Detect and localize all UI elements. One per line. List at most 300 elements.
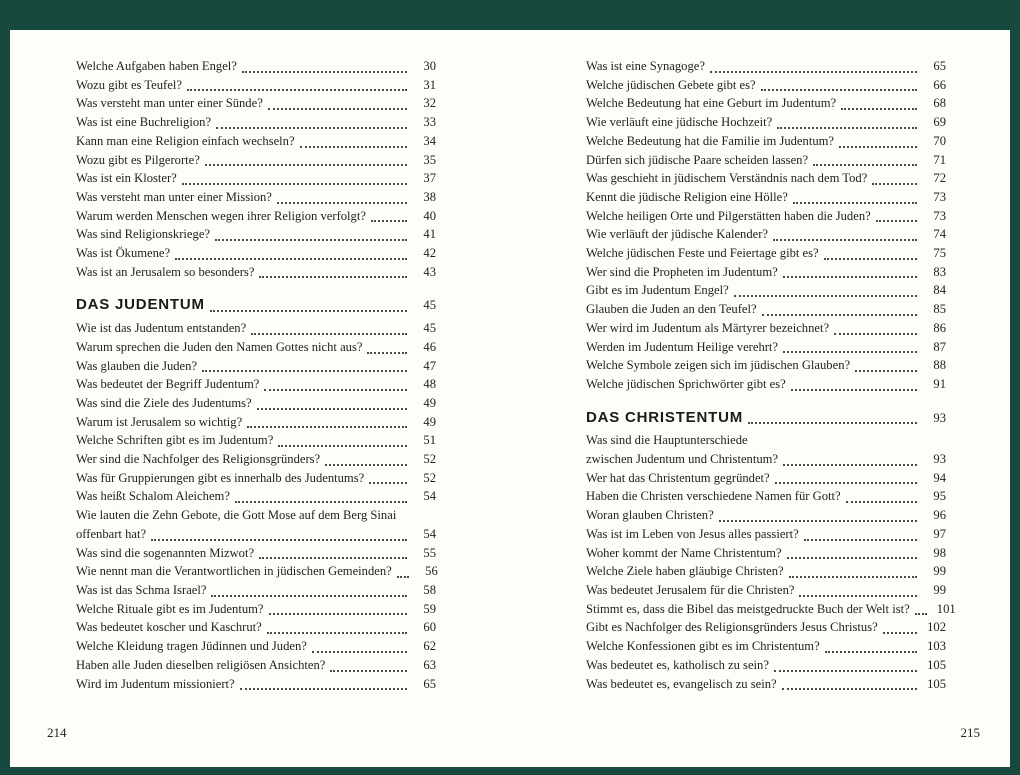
toc-leader	[791, 389, 917, 391]
toc-entry	[586, 113, 946, 132]
toc-leader	[855, 370, 917, 372]
toc-entry	[586, 356, 946, 375]
toc-leader	[175, 258, 407, 260]
toc-row	[586, 225, 946, 244]
toc-leader	[205, 164, 407, 166]
toc-row	[76, 225, 436, 244]
toc-leader	[269, 613, 408, 615]
toc-entry-text: Was für Gruppierungen gibt es innerhalb des Judentums?	[76, 470, 365, 485]
toc-row	[586, 338, 946, 357]
toc-leader	[240, 688, 407, 690]
toc-leader	[235, 501, 407, 503]
toc-row	[76, 76, 436, 95]
toc-leader	[710, 71, 917, 73]
toc-entry-page: 84	[933, 283, 946, 298]
toc-entry-page: 31	[423, 77, 436, 92]
toc-entry-page: 54	[423, 489, 436, 504]
toc-entry	[586, 225, 946, 244]
toc-leader	[773, 239, 917, 241]
toc-entry	[76, 375, 436, 394]
toc-leader	[325, 464, 407, 466]
toc-entry	[586, 132, 946, 151]
toc-entry	[586, 76, 946, 95]
toc-entry-text: Wie verläuft der jüdische Kalender?	[586, 227, 769, 242]
toc-entry-page: 52	[423, 452, 436, 467]
toc-entry	[586, 151, 946, 170]
toc-leader	[182, 183, 407, 185]
toc-entry-text: Welche Konfessionen gibt es im Christentum?	[586, 639, 820, 654]
toc-entry-page: 52	[423, 470, 436, 485]
toc-entry-page: 85	[933, 302, 946, 317]
toc-row	[586, 113, 946, 132]
toc-entry-page: 97	[933, 526, 946, 541]
toc-leader	[846, 501, 917, 503]
toc-entry	[586, 600, 956, 619]
toc-entry	[586, 618, 946, 637]
toc-row	[76, 207, 436, 226]
toc-leader	[841, 108, 917, 110]
toc-row	[586, 281, 946, 300]
toc-entry-text: Haben die Christen verschiedene Namen für Gott?	[586, 489, 841, 504]
toc-leader	[834, 333, 917, 335]
toc-entry-text: Woran glauben Christen?	[586, 508, 714, 523]
toc-entry	[586, 244, 946, 263]
toc-leader	[793, 202, 917, 204]
toc-entry-text: Gibt es Nachfolger des Religionsgründers Jesus Christus?	[586, 620, 878, 635]
toc-entry	[76, 487, 436, 506]
toc-row	[76, 151, 436, 170]
toc-entry-text: Werden im Judentum Heilige verehrt?	[586, 339, 779, 354]
toc-leader	[804, 539, 917, 541]
toc-leader	[259, 276, 407, 278]
toc-leader	[267, 632, 407, 634]
toc-entry-page: 69	[933, 115, 946, 130]
toc-entry-page: 102	[927, 620, 946, 635]
toc-entry	[586, 581, 946, 600]
toc-entry-text: Wozu gibt es Teufel?	[76, 77, 182, 92]
toc-entry	[586, 469, 946, 488]
toc-leader	[839, 146, 917, 148]
toc-entry-page: 60	[423, 620, 436, 635]
toc-leader	[734, 295, 917, 297]
toc-row	[586, 506, 946, 525]
toc-entry-page: 73	[933, 208, 946, 223]
toc-row	[76, 675, 436, 694]
toc-entry-text: Welche Bedeutung hat die Familie im Judentum?	[586, 133, 835, 148]
toc-leader	[251, 333, 407, 335]
toc-entry-text: Was bedeutet Jerusalem für die Christen?	[586, 582, 795, 597]
toc-entry	[586, 57, 946, 76]
toc-entry-page: 94	[933, 470, 946, 485]
toc-entry	[76, 263, 436, 282]
toc-entry	[76, 581, 436, 600]
toc-leader	[215, 239, 407, 241]
toc-row	[586, 675, 946, 694]
toc-entry-text: Welche jüdischen Gebete gibt es?	[586, 77, 756, 92]
toc-entry-text: Welche Kleidung tragen Jüdinnen und Juden?	[76, 639, 307, 654]
toc-entry-text: Was sind die Ziele des Judentums?	[76, 395, 252, 410]
page-left	[10, 30, 510, 767]
toc-row	[586, 207, 946, 226]
toc-entry-text: Welche Bedeutung hat eine Geburt im Judentum?	[586, 96, 837, 111]
toc-entry	[76, 357, 436, 376]
toc-entry-page: 99	[933, 564, 946, 579]
toc-row	[76, 263, 436, 282]
toc-entry	[76, 113, 436, 132]
toc-row	[76, 413, 436, 432]
toc-entry	[76, 151, 436, 170]
toc-entry	[76, 431, 436, 450]
toc-entry-page: 51	[423, 433, 436, 448]
toc-row	[76, 57, 436, 76]
toc-row	[586, 356, 946, 375]
toc-entry-text: offenbart hat?	[76, 526, 147, 541]
toc-entry	[76, 319, 436, 338]
toc-entry-text: Welche jüdischen Feste und Feiertage gibt es?	[586, 246, 819, 261]
toc-entry	[586, 300, 946, 319]
toc-leader	[371, 220, 407, 222]
toc-entry	[76, 207, 436, 226]
toc-row	[76, 656, 436, 675]
toc-entry-page: 99	[933, 582, 946, 597]
toc-entry-text: Wozu gibt es Pilgerorte?	[76, 152, 200, 167]
toc-row	[76, 431, 436, 450]
toc-entry-text: Welche Rituale gibt es im Judentum?	[76, 601, 264, 616]
toc-leader	[367, 352, 407, 354]
toc-row	[76, 450, 436, 469]
toc-leader	[278, 445, 407, 447]
toc-entry-text: Warum ist Jerusalem so wichtig?	[76, 414, 243, 429]
toc-entry-text: Was ist das Schma Israel?	[76, 582, 207, 597]
book-spread	[10, 30, 1010, 767]
toc-entry	[586, 188, 946, 207]
toc-row	[586, 319, 946, 338]
toc-entry-page: 40	[423, 208, 436, 223]
toc-entry-page: 30	[423, 59, 436, 73]
toc-leader	[247, 426, 407, 428]
toc-entry-text: Wer sind die Nachfolger des Religionsgründers?	[76, 452, 321, 467]
toc-leader	[762, 314, 917, 316]
section-heading: DAS JUDENTUM	[76, 296, 205, 314]
toc-entry-page: 103	[927, 639, 946, 654]
toc-entry-text: Was versteht man unter einer Sünde?	[76, 96, 263, 111]
toc-leader	[330, 670, 407, 672]
toc-entry-page: 43	[423, 264, 436, 279]
toc-entry-text: Wie ist das Judentum entstanden?	[76, 321, 247, 336]
toc-row	[586, 151, 946, 170]
toc-leader	[789, 576, 917, 578]
toc-entry-page: 42	[423, 246, 436, 261]
toc-entry-text: zwischen Judentum und Christentum?	[586, 452, 779, 467]
toc-entry-page: 73	[933, 189, 946, 204]
toc-entry-page: 93	[933, 452, 946, 467]
toc-leader	[300, 146, 407, 148]
toc-entry	[76, 450, 436, 469]
toc-row	[586, 263, 946, 282]
toc-entry	[586, 525, 946, 544]
toc-entry-page: 96	[933, 508, 946, 523]
toc-leader	[783, 351, 917, 353]
toc-entry-page: 63	[423, 657, 436, 672]
toc-entry-text: Haben alle Juden dieselben religiösen Ansichten?	[76, 657, 326, 672]
toc-entry-text: Wer wird im Judentum als Märtyrer bezeichnet?	[586, 320, 830, 335]
toc-row	[76, 94, 436, 113]
toc-entry-text: Welche jüdischen Sprichwörter gibt es?	[586, 376, 786, 391]
toc-row	[76, 618, 436, 637]
toc-row	[586, 188, 946, 207]
toc-leader	[761, 89, 917, 91]
toc-leader	[876, 220, 917, 222]
toc-entry-text: Warum werden Menschen wegen ihrer Religion verfolgt?	[76, 208, 366, 223]
toc-entry-text: Was glauben die Juden?	[76, 358, 198, 373]
toc-entry-text: Glauben die Juden an den Teufel?	[586, 302, 757, 317]
toc-entry-page: 91	[933, 376, 946, 391]
toc-entry-page: 54	[423, 526, 436, 541]
page-number-left: 214	[47, 725, 67, 740]
toc-entry	[76, 562, 436, 581]
toc-entry-page: 98	[933, 545, 946, 560]
toc-row	[586, 600, 956, 619]
toc-entry	[586, 207, 946, 226]
toc-row	[586, 300, 946, 319]
toc-entry-page: 83	[933, 264, 946, 279]
toc-entry	[76, 413, 436, 432]
toc-entry-text: Welche Schriften gibt es im Judentum?	[76, 433, 274, 448]
toc-row	[76, 581, 436, 600]
toc-entry-page: 65	[933, 59, 946, 73]
toc-row	[586, 525, 946, 544]
section-heading: DAS CHRISTENTUM	[586, 408, 743, 426]
toc-row	[76, 169, 436, 188]
toc-entry-text: Welche Symbole zeigen sich im jüdischen Glauben?	[586, 358, 851, 373]
toc-entry	[586, 94, 946, 113]
toc-entry-page: 56	[425, 564, 438, 579]
toc-leader	[782, 688, 917, 690]
toc-row	[76, 338, 436, 357]
toc-entry	[76, 188, 436, 207]
toc-leader	[277, 202, 407, 204]
toc-entry-text: Was ist an Jerusalem so besonders?	[76, 264, 255, 279]
toc-entry-page: 101	[936, 601, 956, 616]
toc-entry-text: Was ist Ökumene?	[76, 246, 171, 261]
toc-entry	[76, 675, 436, 694]
toc-entry	[76, 57, 436, 76]
toc-entry-page: 59	[423, 601, 436, 616]
toc-entry	[586, 675, 946, 694]
toc-leader	[775, 482, 917, 484]
toc-leader	[774, 670, 917, 672]
toc-leader	[915, 613, 927, 615]
toc-entry	[76, 656, 436, 675]
toc-leader	[397, 576, 409, 578]
toc-entry-text: Was bedeutet es, evangelisch zu sein?	[586, 676, 777, 691]
toc-row	[586, 132, 946, 151]
toc-leader	[872, 183, 917, 185]
toc-entry	[586, 487, 946, 506]
toc-entry-page: 32	[423, 96, 436, 111]
toc-column-left	[76, 57, 436, 693]
toc-row	[586, 76, 946, 95]
toc-leader	[211, 595, 407, 597]
toc-leader	[257, 408, 407, 410]
toc-entry-page: 49	[423, 414, 436, 429]
toc-leader	[259, 557, 407, 559]
toc-leader	[242, 71, 407, 73]
toc-row	[586, 544, 946, 563]
toc-entry-text: Stimmt es, dass die Bibel das meistgedruckte Buch der Welt ist?	[586, 601, 910, 616]
toc-entry	[76, 394, 436, 413]
section-heading-row	[76, 296, 436, 315]
toc-entry-text: Dürfen sich jüdische Paare scheiden lassen?	[586, 152, 809, 167]
toc-entry	[586, 263, 946, 282]
toc-row	[586, 656, 946, 675]
toc-row	[76, 487, 436, 506]
toc-entry-page: 49	[423, 395, 436, 410]
toc-entry-page: 105	[927, 657, 946, 672]
toc-entry-page: 74	[933, 227, 946, 242]
toc-entry-page: 95	[933, 489, 946, 504]
toc-leader	[787, 557, 917, 559]
toc-entry	[76, 225, 436, 244]
toc-row	[76, 637, 436, 656]
toc-leader	[783, 276, 917, 278]
toc-entry-text: Welche Aufgaben haben Engel?	[76, 59, 237, 73]
toc-row	[586, 487, 946, 506]
toc-row	[586, 94, 946, 113]
toc-row	[586, 469, 946, 488]
toc-entry	[586, 319, 946, 338]
toc-entry-page: 70	[933, 133, 946, 148]
toc-entry	[76, 469, 436, 488]
toc-entry	[76, 338, 436, 357]
toc-leader	[748, 422, 917, 424]
toc-row	[586, 375, 946, 394]
toc-leader	[799, 595, 917, 597]
toc-entry-page: 45	[423, 321, 436, 336]
toc-row	[76, 357, 436, 376]
toc-entry	[586, 637, 946, 656]
toc-entry-text: Was sind Religionskriege?	[76, 227, 210, 242]
toc-entry-page: 62	[423, 639, 436, 654]
toc-entry-text: Kann man eine Religion einfach wechseln?	[76, 133, 295, 148]
toc-entry	[586, 544, 946, 563]
toc-entry-page: 41	[423, 227, 436, 242]
toc-entry-text: Wer sind die Propheten im Judentum?	[586, 264, 778, 279]
toc-entry-page: 55	[423, 545, 436, 560]
toc-entry-page: 47	[423, 358, 436, 373]
toc-entry	[76, 169, 436, 188]
toc-row	[586, 57, 946, 76]
toc-row	[586, 618, 946, 637]
toc-entry-text: Was heißt Schalom Aleichem?	[76, 489, 230, 504]
page-right	[510, 30, 1010, 767]
toc-entry-text: Was bedeutet koscher und Kaschrut?	[76, 620, 262, 635]
toc-entry-page: 48	[423, 377, 436, 392]
toc-entry-text: Welche Ziele haben gläubige Christen?	[586, 564, 784, 579]
toc-entry-text: Gibt es im Judentum Engel?	[586, 283, 729, 298]
toc-entry	[76, 618, 436, 637]
toc-leader	[187, 89, 407, 91]
toc-row	[76, 394, 436, 413]
toc-entry-page: 58	[423, 582, 436, 597]
toc-row	[586, 562, 946, 581]
toc-entry	[586, 338, 946, 357]
toc-entry	[586, 656, 946, 675]
toc-entry-text: Was ist eine Buchreligion?	[76, 115, 212, 130]
toc-leader	[369, 482, 407, 484]
section-heading-row	[586, 409, 946, 428]
toc-leader	[825, 651, 917, 653]
toc-entry-page: 72	[933, 171, 946, 186]
toc-row	[76, 188, 436, 207]
toc-entry	[76, 76, 436, 95]
toc-entry-text: Was ist im Leben von Jesus alles passiert?	[586, 526, 799, 541]
toc-entry-text: Wie verläuft eine jüdische Hochzeit?	[586, 115, 773, 130]
toc-leader	[813, 164, 917, 166]
toc-entry-text: Wird im Judentum missioniert?	[76, 676, 235, 691]
toc-entry-page: 88	[933, 358, 946, 373]
toc-leader	[268, 108, 407, 110]
toc-entry-text: Welche heiligen Orte und Pilgerstätten haben die Juden?	[586, 208, 871, 223]
toc-entry-page: 87	[933, 339, 946, 354]
toc-entry-page: 37	[423, 171, 436, 186]
toc-row	[586, 637, 946, 656]
toc-entry-text: Was ist ein Kloster?	[76, 171, 177, 186]
toc-leader	[719, 520, 917, 522]
toc-entry-page: 86	[933, 320, 946, 335]
toc-entry-text: Kennt die jüdische Religion eine Hölle?	[586, 189, 788, 204]
toc-column-right	[586, 57, 956, 693]
toc-entry-text: Wer hat das Christentum gegründet?	[586, 470, 770, 485]
toc-entry-page: 65	[423, 676, 436, 691]
toc-leader	[777, 127, 917, 129]
toc-row	[76, 375, 436, 394]
toc-row	[76, 562, 436, 581]
toc-entry	[586, 281, 946, 300]
toc-row	[76, 319, 436, 338]
toc-entry-text: Wie nennt man die Verantwortlichen in jüdischen Gemeinden?	[76, 564, 392, 579]
toc-entry	[76, 132, 436, 151]
toc-row	[76, 113, 436, 132]
toc-entry	[586, 562, 946, 581]
toc-entry	[586, 169, 946, 188]
toc-row	[76, 544, 436, 563]
toc-entry-text: Was versteht man unter einer Mission?	[76, 189, 272, 204]
toc-leader	[824, 258, 917, 260]
toc-entry	[76, 244, 436, 263]
toc-entry-text: Was sind die Hauptunterschiede	[586, 433, 748, 448]
toc-row	[586, 169, 946, 188]
toc-entry	[586, 506, 946, 525]
toc-entry	[76, 637, 436, 656]
toc-entry	[76, 506, 436, 543]
toc-row	[76, 600, 436, 619]
toc-entry-text: Was ist eine Synagoge?	[586, 59, 705, 73]
toc-row	[76, 244, 436, 263]
toc-leader	[783, 464, 917, 466]
toc-entry-text: Woher kommt der Name Christentum?	[586, 545, 782, 560]
toc-leader	[883, 632, 917, 634]
toc-leader	[312, 651, 407, 653]
toc-entry	[586, 431, 946, 468]
section-heading-page: 45	[423, 298, 436, 313]
toc-entry-page: 33	[423, 115, 436, 130]
toc-row	[76, 469, 436, 488]
toc-leader	[264, 389, 407, 391]
toc-entry-page: 46	[423, 339, 436, 354]
toc-row	[586, 450, 946, 469]
toc-entry-text: Was sind die sogenannten Mizwot?	[76, 545, 255, 560]
